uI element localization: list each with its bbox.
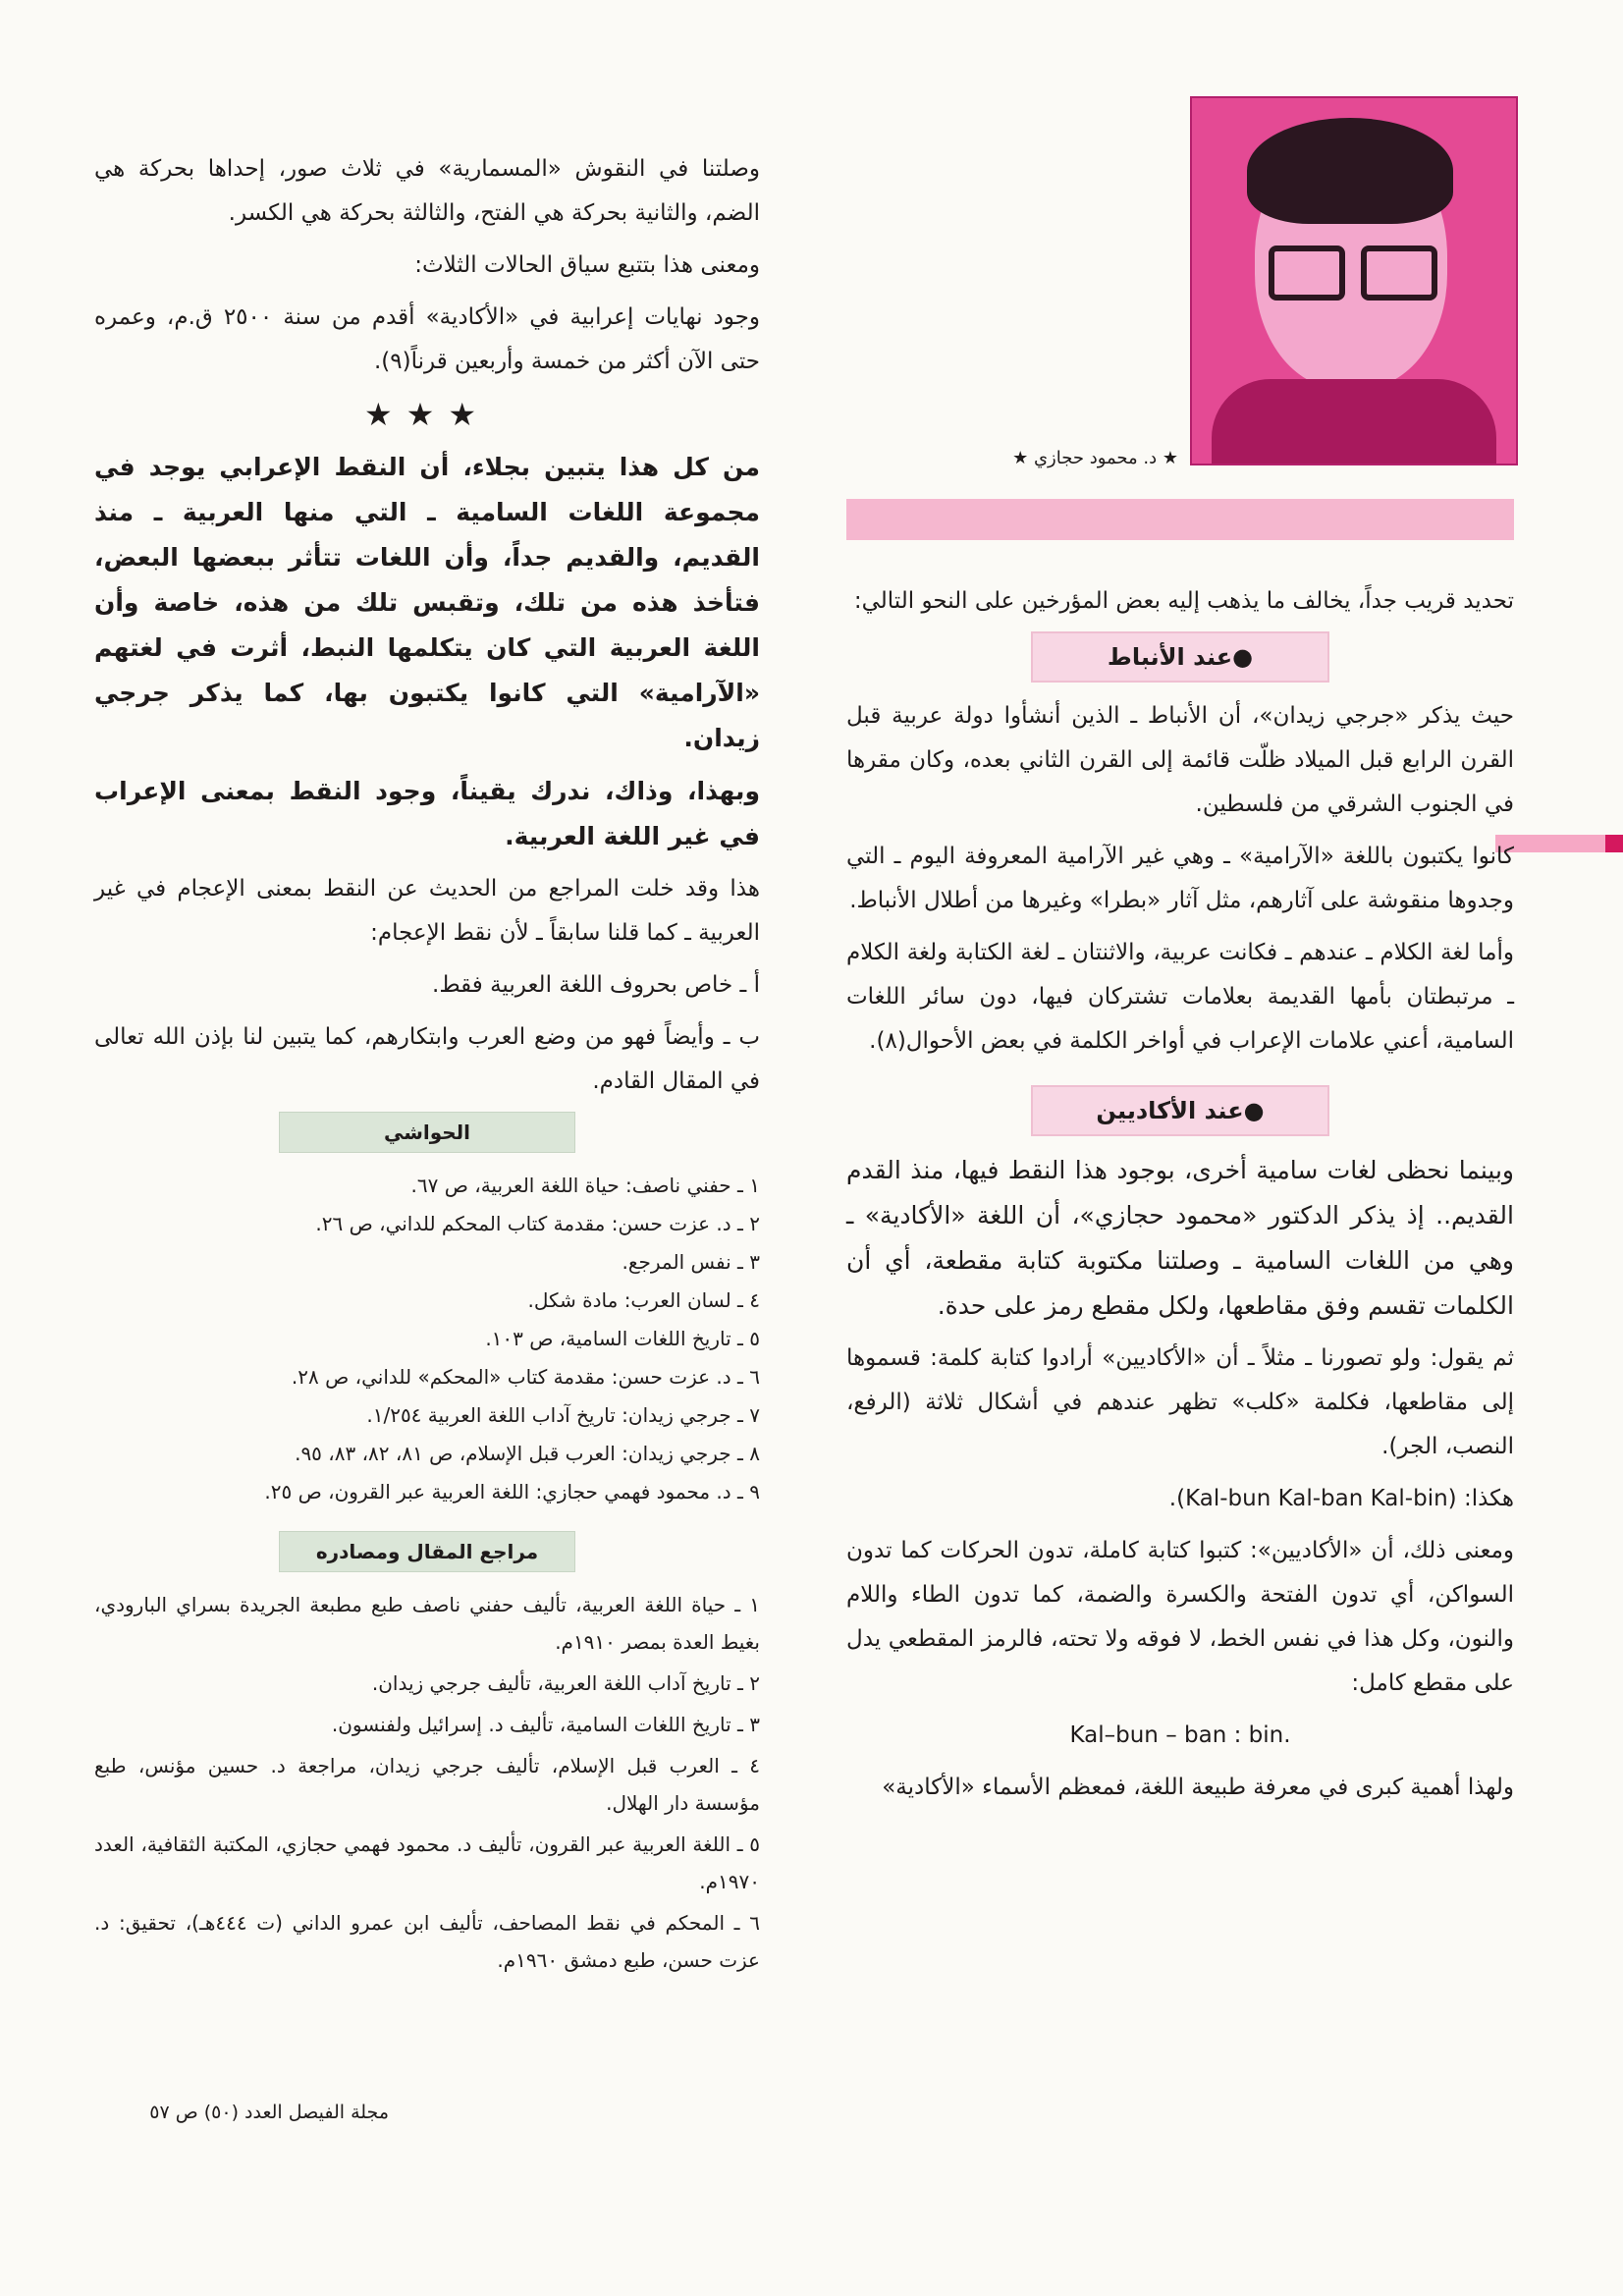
akkad-p1: وبينما نحظى لغات سامية أخرى، بوجود هذا النقط فيها، منذ القدم القديم.. إذ يذكر الدكتور «محمود حجازي»، أن اللغة «الأكادية» ـ وهي من اللغات السامية ـ وصلتنا مكتوبة كتابة مقطعة، أي أن الكلمات تقسم وفق مقاطعها، ولكل مقطع رمز على حدة. (846, 1156, 1514, 1320)
intro: تحديد قريب جداً، يخالف ما يذهب إليه بعض المؤرخين على النحو التالي: (853, 588, 1514, 614)
ref-item: ٤ ـ العرب قبل الإسلام، تأليف جرجي زيدان، مراجعة د. حسين مؤنس، طبع مؤسسة دار الهلال. (94, 1754, 760, 1815)
refs-list (94, 1586, 760, 1979)
footnote-item: ٦ ـ د. عزت حسن: مقدمة كتاب «المحكم» للداني، ص ٢٨. (291, 1365, 760, 1389)
footnote-item: ٤ ـ لسان العرب: مادة شكل. (527, 1288, 760, 1312)
akkad-p5: ولهذا أهمية كبرى في معرفة طبيعة اللغة، فمعظم الأسماء «الأكادية» (882, 1775, 1514, 1800)
section-stars: ★★★ (363, 396, 491, 433)
ref-item: ٦ ـ المحكم في نقط المصاحف، تأليف ابن عمرو الداني (ت ٤٤٤هـ)، تحقيق: د. عزت حسن، طبع دمشق ١٩٦٠م. (94, 1911, 760, 1972)
ref-item: ١ ـ حياة اللغة العربية، تأليف حفني ناصف طبع مطبعة الجريدة بسراي البارودي، بغيط العدة بمصر ١٩١٠م. (94, 1593, 760, 1654)
footnote-item: ٧ ـ جرجي زيدان: تاريخ آداب اللغة العربية ١/٢٥٤. (366, 1403, 760, 1427)
footnotes-list (94, 1167, 760, 1511)
left-p5: وبهذا، وذاك، ندرك يقيناً، وجود النقط بمعنى الإعراب في غير اللغة العربية. (94, 777, 760, 850)
footnote-item: ٨ ـ جرجي زيدان: العرب قبل الإسلام، ص ٨١، ٨٢، ٨٣، ٩٥. (295, 1442, 760, 1465)
decorative-band (846, 499, 1514, 540)
heading-akkad: ●عند الأكاديين (1031, 1085, 1329, 1136)
footnote-item: ٥ ـ تاريخ اللغات السامية، ص ١٠٣. (485, 1327, 760, 1350)
heading-anbat: ●عند الأنباط (1031, 631, 1329, 683)
footnote-item: ٣ ـ نفس المرجع. (622, 1250, 760, 1274)
left-p2: ومعنى هذا بتتبع سياق الحالات الثلاث: (414, 252, 760, 278)
anbat-p1: حيث يذكر «جرجي زيدان»، أن الأنباط ـ الذين أنشأوا دولة عربية قبل القرن الرابع قبل الميلاد ظلّت قائمة إلى القرن الثاني بعده، وكان مقرها في الجنوب الشرقي من فلسطين. (846, 703, 1514, 817)
page-footer: مجلة الفيصل العدد (٥٠) ص ٥٧ (149, 2102, 389, 2123)
left-p4: من كل هذا يتبين بجلاء، أن النقط الإعرابي يوجد في مجموعة اللغات السامية ـ التي منها العربية ـ منذ القديم، والقديم جداً، وأن اللغات تتأثر ببعضها البعض، فتأخذ هذه من تلك، وتقبس تلك من هذه، خاصة وأن اللغة العربية التي كان يتكلمها النبط، أثرت في لغتهم «الآرامية» التي كانوا يكتبون بها، كما يذكر جرجي زيدان. (94, 453, 760, 752)
anbat-p2: كانوا يكتبون باللغة «الآرامية» ـ وهي غير الآرامية المعروفة اليوم ـ التي وجدوها منقوشة على آثارهم، مثل آثار «بطرا» وغيرها من أطلال الأنباط. (846, 844, 1514, 913)
left-p7: أ ـ خاص بحروف اللغة العربية فقط. (432, 972, 760, 998)
akkad-p2: ثم يقول: ولو تصورنا ـ مثلاً ـ أن «الأكاديين» أرادوا كتابة كلمة: قسموها إلى مقاطعها، فكلمة «كلب» تظهر عندهم في أشكال ثلاثة (الرفع، النصب، الجر). (846, 1345, 1514, 1459)
left-p1: وصلتنا في النقوش «المسمارية» في ثلاث صور، إحداها بحركة هي الضم، والثانية بحركة هي الفتح، والثالثة بحركة هي الكسر. (94, 156, 760, 226)
akkad-latin: Kal–bun – ban : bin. (1069, 1722, 1291, 1748)
left-p6: هذا وقد خلت المراجع من الحديث عن النقط بمعنى الإعجام في غير العربية ـ كما قلنا سابقاً ـ لأن نقط الإعجام: (94, 876, 760, 946)
right-column (846, 579, 1514, 1818)
ref-item: ٥ ـ اللغة العربية عبر القرون، تأليف د. محمود فهمي حجازي، المكتبة الثقافية، العدد ١٩٧٠م. (94, 1832, 760, 1893)
footnotes-title: الحواشي (279, 1112, 575, 1153)
ref-item: ٣ ـ تاريخ اللغات السامية، تأليف د. إسرائيل ولفنسون. (331, 1713, 760, 1736)
left-p8: ب ـ وأيضاً فهو من وضع العرب وابتكارهم، كما يتبين لنا بإذن الله تعالى في المقال القادم. (94, 1024, 760, 1094)
akkad-p4: ومعنى ذلك، أن «الأكاديين»: كتبوا كتابة كاملة، تدون الحركات كما تدون السواكن، أي تدون الفتحة والكسرة والضمة، كما تدون الطاء واللام والنون، وكل هذا في نفس الخط، لا فوقه ولا تحته، فالرمز المقطعي يدل على مقطع كامل: (846, 1538, 1514, 1696)
footnote-item: ٩ ـ د. محمود فهمي حجازي: اللغة العربية عبر القرون، ص ٢٥. (264, 1480, 760, 1503)
anbat-p3: وأما لغة الكلام ـ عندهم ـ فكانت عربية، والاثنتان ـ لغة الكتابة ولغة الكلام ـ مرتبطتان بأمها القديمة بعلامات تشتركان فيها، دون سائر اللغات السامية، أعني علامات الإعراب في أواخر الكلمة في بعض الأحوال(٨). (846, 940, 1514, 1054)
akkad-p3: هكذا: (Kal-bun Kal-ban Kal-bin). (1168, 1486, 1514, 1511)
photo-caption: ★ د. محمود حجازي ★ (1012, 448, 1178, 468)
side-mark (1495, 835, 1623, 852)
left-column (94, 147, 760, 1983)
footnote-item: ١ ـ حفني ناصف: حياة اللغة العربية، ص ٦٧. (410, 1174, 760, 1197)
author-photo (1190, 96, 1514, 462)
left-p3: وجود نهايات إعرابية في «الأكادية» أقدم من سنة ٢٥٠٠ ق.م، وعمره حتى الآن أكثر من خمسة وأربعين قرناً(٩). (94, 304, 760, 374)
ref-item: ٢ ـ تاريخ آداب اللغة العربية، تأليف جرجي زيدان. (371, 1671, 760, 1695)
refs-title: مراجع المقال ومصادره (279, 1531, 575, 1572)
footnote-item: ٢ ـ د. عزت حسن: مقدمة كتاب المحكم للداني، ص ٢٦. (315, 1212, 760, 1235)
